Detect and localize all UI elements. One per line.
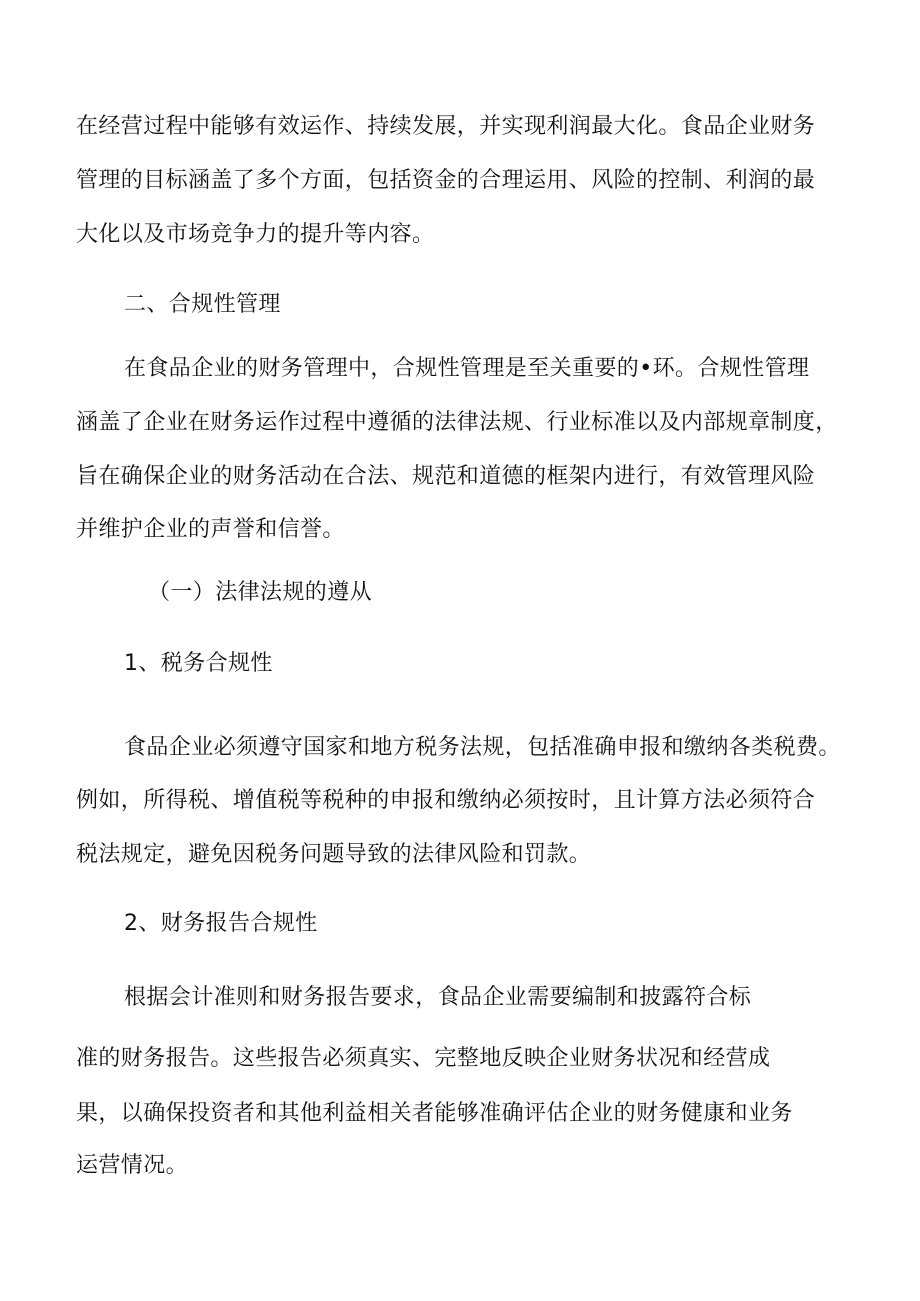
paragraph-line: 大化以及市场竞争力的提升等内容。 xyxy=(76,222,435,247)
section-heading: 二、合规性管理 xyxy=(124,292,281,317)
paragraph-line: 食品企业必须遵守国家和地方税务法规，包括准确申报和缴纳各类税费。 xyxy=(124,735,841,760)
paragraph-line: 运营情况。 xyxy=(76,1153,189,1178)
paragraph-line: 税法规定，避免因税务问题导致的法律风险和罚款。 xyxy=(76,842,592,867)
subsection-heading: （一）法律法规的遵从 xyxy=(148,580,373,605)
paragraph-line: 并维护企业的声誉和信誉。 xyxy=(76,517,345,542)
paragraph-line: 根据会计准则和财务报告要求，食品企业需要编制和披露符合标 xyxy=(124,985,752,1010)
item1-heading: 1、税务合规性 xyxy=(124,651,273,676)
paragraph-line: 旨在确保企业的财务活动在合法、规范和道德的框架内进行，有效管理风险 xyxy=(76,464,816,489)
paragraph-line: 在食品企业的财务管理中，合规性管理是至关重要的•环。合规性管理 xyxy=(124,356,810,381)
paragraph-line: 管理的目标涵盖了多个方面，包括资金的合理运用、风险的控制、利润的最 xyxy=(76,168,816,193)
paragraph-line: 例如，所得税、增值税等税种的申报和缴纳必须按时，且计算方法必须符合 xyxy=(76,788,816,813)
paragraph-line: 果，以确保投资者和其他利益相关者能够准确评估企业的财务健康和业务 xyxy=(76,1101,793,1126)
paragraph-line: 涵盖了企业在财务运作过程中遵循的法律法规、行业标准以及内部规章制度， xyxy=(76,410,838,435)
paragraph-line: 准的财务报告。这些报告必须真实、完整地反映企业财务状况和经营成 xyxy=(76,1046,771,1071)
item2-heading: 2、财务报告合规性 xyxy=(124,911,318,936)
paragraph-line: 在经营过程中能够有效运作、持续发展，并实现利润最大化。食品企业财务 xyxy=(76,114,816,139)
